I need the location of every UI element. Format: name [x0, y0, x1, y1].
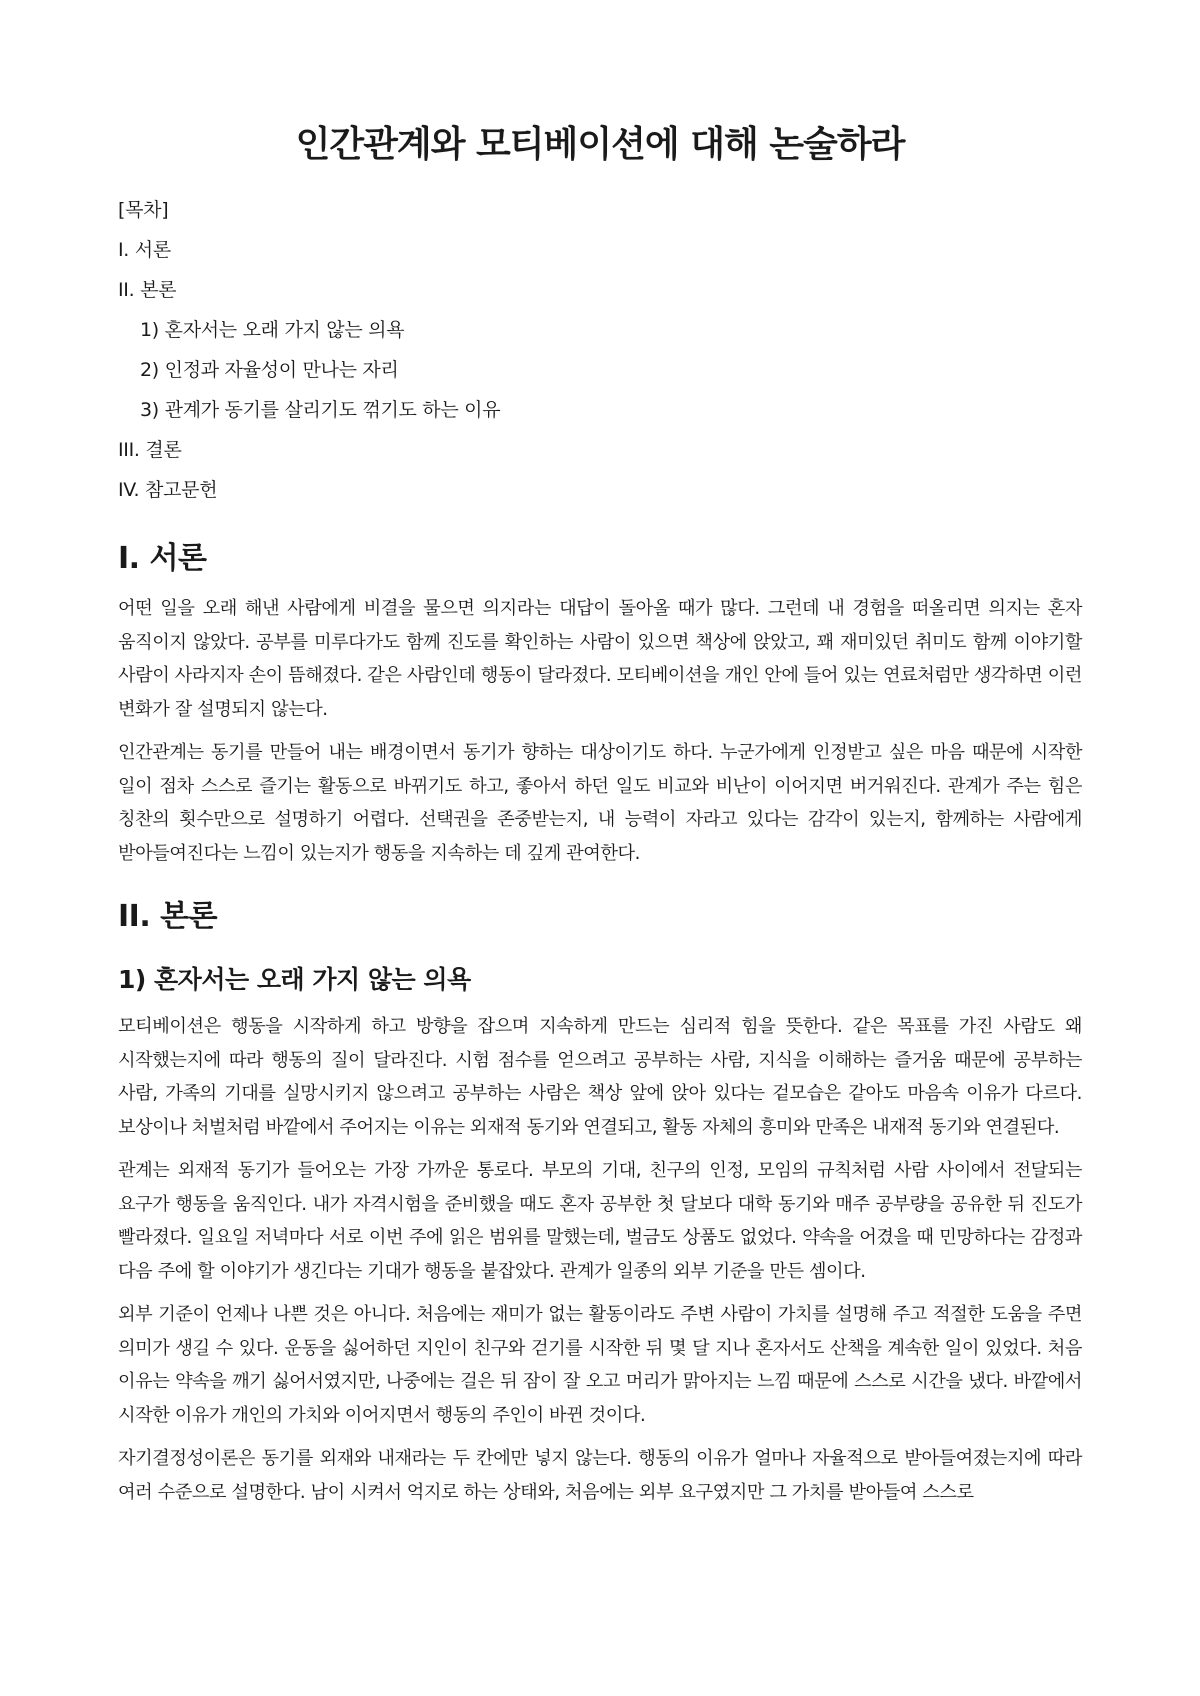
body-section: [118, 894, 1082, 1509]
toc-subitem: 3) 관계가 동기를 살리기도 꺾기도 하는 이유: [140, 399, 501, 421]
toc-item: III. 결론: [118, 439, 182, 461]
intro-paragraph: 인간관계는 동기를 만들어 내는 배경이면서 동기가 향하는 대상이기도 하다. 누군가에게 인정받고 싶은 마음 때문에 시작한 일이 점차 스스로 즐기는 활동으로 바뀌기도 하고, 좋아서 하던 일도 비교와 비난이 이어지면 버거워진다. 관계가 주는 힘은 칭찬의 횟수만으로 설명하기 어렵다. 선택권을 존중받는지, 내 능력이 자라고 있다는 감각이 있는지, 함께하는 사람에게 받아들여진다는 느낌이 있는지가 행동을 지속하는 데 깊게 관여한다.: [118, 742, 1082, 864]
subsection-heading: 1) 혼자서는 오래 가지 않는 의욕: [118, 965, 471, 994]
toc-item: II. 본론: [118, 279, 177, 301]
toc-item: IV. 참고문헌: [118, 479, 218, 501]
toc-heading: [목차]: [118, 199, 169, 221]
table-of-contents: [118, 190, 1082, 510]
body-paragraph: 관계는 외재적 동기가 들어오는 가장 가까운 통로다. 부모의 기대, 친구의 인정, 모임의 규칙처럼 사람 사이에서 전달되는 요구가 행동을 움직인다. 내가 자격시험을 준비했을 때도 혼자 공부한 첫 달보다 대학 동기와 매주 공부량을 공유한 뒤 진도가 빨라졌다. 일요일 저녁마다 서로 이번 주에 읽은 범위를 말했는데, 벌금도 상품도 없었다. 약속을 어겼을 때 민망하다는 감정과 다음 주에 할 이야기가 생긴다는 기대가 행동을 붙잡았다. 관계가 일종의 외부 기준을 만든 셈이다.: [118, 1160, 1082, 1282]
body-paragraph: 외부 기준이 언제나 나쁜 것은 아니다. 처음에는 재미가 없는 활동이라도 주변 사람이 가치를 설명해 주고 적절한 도움을 주면 의미가 생길 수 있다. 운동을 싫어하던 지인이 친구와 걷기를 시작한 뒤 몇 달 지나 혼자서도 산책을 계속한 일이 있었다. 처음 이유는 약속을 깨기 싫어서였지만, 나중에는 걸은 뒤 잠이 잘 오고 머리가 맑아지는 느낌 때문에 스스로 시간을 냈다. 바깥에서 시작한 이유가 개인의 가치와 이어지면서 행동의 주인이 바뀐 것이다.: [118, 1304, 1082, 1426]
intro-paragraph: 어떤 일을 오래 해낸 사람에게 비결을 물으면 의지라는 대답이 돌아올 때가 많다. 그런데 내 경험을 떠올리면 의지는 혼자 움직이지 않았다. 공부를 미루다가도 함께 진도를 확인하는 사람이 있으면 책상에 앉았고, 꽤 재미있던 취미도 함께 이야기할 사람이 사라지자 손이 뜸해졌다. 같은 사람인데 행동이 달라졌다. 모티베이션을 개인 안에 들어 있는 연료처럼만 생각하면 이런 변화가 잘 설명되지 않는다.: [118, 598, 1082, 720]
toc-subitem: 2) 인정과 자율성이 만나는 자리: [140, 359, 399, 381]
toc-subitem: 1) 혼자서는 오래 가지 않는 의욕: [140, 319, 405, 341]
toc-item: I. 서론: [118, 239, 171, 261]
body-paragraph: 자기결정성이론은 동기를 외재와 내재라는 두 칸에만 넣지 않는다. 행동의 이유가 얼마나 자율적으로 받아들여졌는지에 따라 여러 수준으로 설명한다. 남이 시켜서 억지로 하는 상태와, 처음에는 외부 요구였지만 그 가치를 받아들여 스스로: [118, 1448, 1082, 1503]
section-heading-body: II. 본론: [118, 899, 218, 934]
section-heading-intro: I. 서론: [118, 541, 207, 576]
intro-section: [118, 536, 1082, 870]
document-title: 인간관계와 모티베이션에 대해 논술하라: [295, 124, 905, 165]
body-paragraph: 모티베이션은 행동을 시작하게 하고 방향을 잡으며 지속하게 만드는 심리적 힘을 뜻한다. 같은 목표를 가진 사람도 왜 시작했는지에 따라 행동의 질이 달라진다. 시험 점수를 얻으려고 공부하는 사람, 지식을 이해하는 즐거움 때문에 공부하는 사람, 가족의 기대를 실망시키지 않으려고 공부하는 사람은 책상 앞에 앉아 있다는 겉모습은 같아도 마음속 이유가 다르다. 보상이나 처벌처럼 바깥에서 주어지는 이유는 외재적 동기와 연결되고, 활동 자체의 흥미와 만족은 내재적 동기와 연결된다.: [118, 1016, 1082, 1138]
